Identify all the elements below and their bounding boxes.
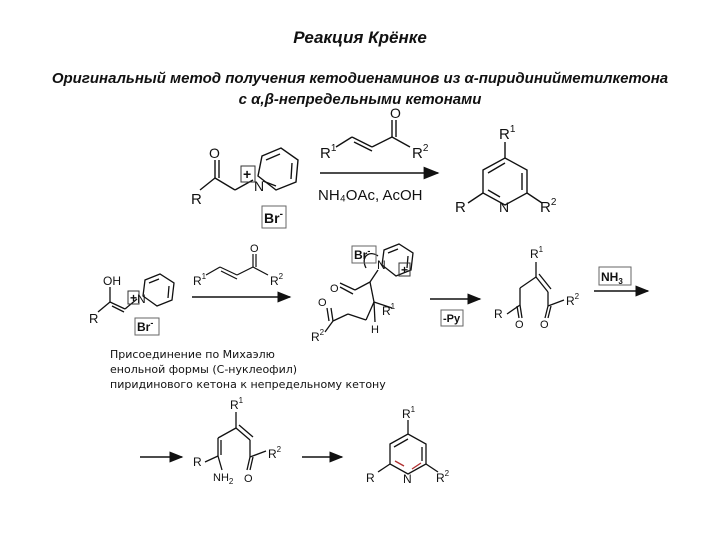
adduct-O1: O	[330, 283, 339, 295]
enone2-R1: $R^1$	[193, 272, 207, 288]
new-bond-left	[395, 461, 404, 466]
atom-O: O	[209, 145, 220, 161]
adduct-plus: +	[401, 263, 409, 277]
adduct-H: H	[371, 324, 379, 336]
product-R2: $R^2$	[540, 197, 557, 216]
amino-R2: $R^2$	[268, 445, 282, 461]
adduct-N: N	[377, 258, 386, 272]
enone2-O: O	[250, 243, 259, 255]
diketone	[507, 262, 564, 318]
amino-R1: $R^1$	[230, 396, 244, 412]
amino-O: O	[244, 473, 253, 485]
final-R2: $R^2$	[436, 469, 450, 485]
final-R1: $R^1$	[402, 405, 416, 421]
final-N: N	[403, 472, 412, 486]
enone-reagent	[336, 120, 410, 151]
diketone-R: R	[494, 307, 503, 321]
note-line-2: енольной формы (С-нуклеофил)	[110, 363, 298, 376]
enone-R2: $R^2$	[412, 143, 429, 162]
note-line-3: пиридинового кетона к непредельному кетону	[110, 378, 386, 391]
amino-NH2: $NH_2$	[213, 472, 234, 486]
enol-R: R	[89, 311, 99, 326]
michael-addition-note	[110, 347, 440, 392]
page-title: Реакция Крёнке	[293, 28, 427, 47]
product-R1: $R^1$	[499, 124, 516, 143]
enol-bromide: Br-	[137, 318, 154, 334]
diketone-O1: O	[515, 319, 524, 331]
diketone-R2: $R^2$	[566, 292, 580, 308]
enone2-R2: $R^2$	[270, 272, 284, 288]
diketone-R1: $R^1$	[530, 245, 544, 261]
adduct-R1: $R^1$	[382, 302, 396, 318]
enone-O: O	[390, 105, 401, 121]
product-R: R	[455, 199, 466, 216]
enol-OH: OH	[103, 274, 121, 288]
enone-reagent-2	[206, 254, 268, 279]
diketone-O2: O	[540, 319, 549, 331]
adduct-R2: $R^2$	[311, 328, 325, 344]
product-pyridine-top	[468, 142, 542, 205]
nh3: $NH_3$	[601, 270, 623, 286]
note-line-1: Присоединение по Михаэлю	[110, 348, 275, 361]
enol-plus: +	[130, 291, 138, 305]
amino-R: R	[193, 455, 202, 469]
subtitle-line-1: Оригинальный метод получения кетодиенаминов из α-пиридинийметилкетона	[51, 70, 669, 87]
enone-R1: $R^1$	[320, 143, 337, 162]
atom-R: R	[191, 191, 202, 208]
subtitle-line-2: с α,β-непредельными кетонами	[238, 91, 482, 108]
final-R: R	[366, 471, 375, 485]
adduct-bromide: Br-	[354, 246, 371, 262]
adduct-O2: O	[318, 297, 327, 309]
plus-charge: +	[243, 166, 252, 182]
enol-N: N	[137, 292, 146, 306]
minus-py: -Py	[443, 313, 461, 325]
bromide: Br-	[264, 209, 283, 226]
product-pyridine-bottom	[378, 420, 438, 474]
product-N: N	[499, 199, 510, 215]
atom-N: N	[254, 178, 265, 194]
amino-dienone	[205, 412, 266, 470]
conditions-label: NH₄OAc, AcOH	[318, 187, 423, 204]
